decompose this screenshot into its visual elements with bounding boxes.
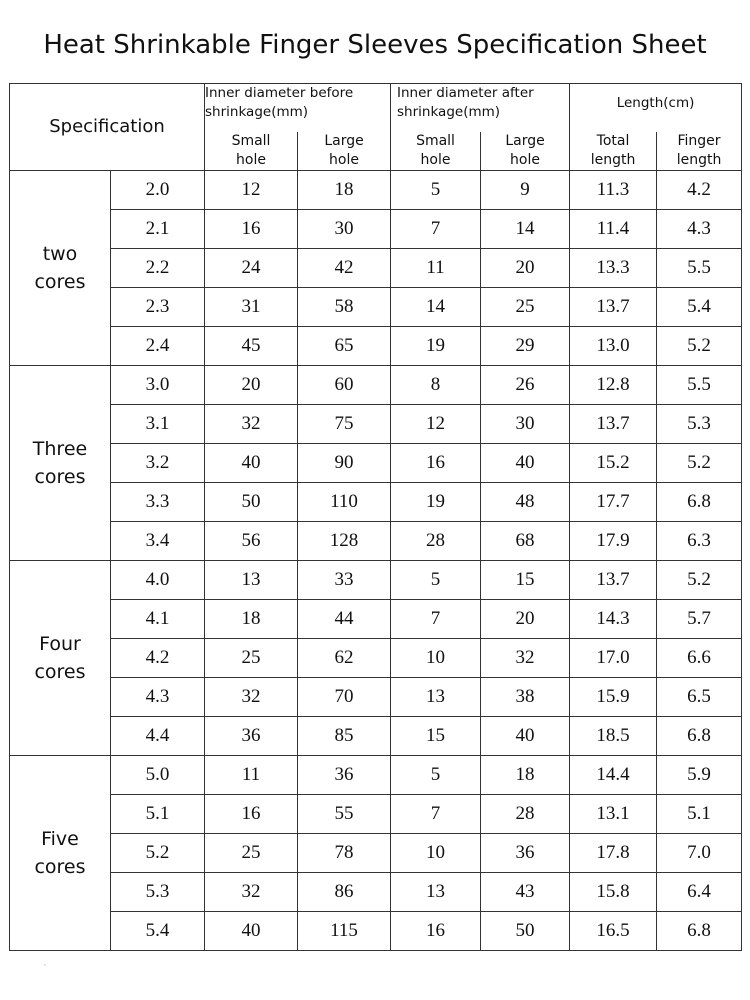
cell-total-length: 13.7 (570, 560, 657, 599)
header-finger-length (657, 132, 742, 171)
cell-before-small-hole: 16 (205, 209, 298, 248)
cell-finger-length: 5.7 (657, 599, 742, 638)
cell-after-small-hole: 16 (391, 443, 481, 482)
table-row (10, 755, 742, 794)
core-group-label-line2: cores (34, 855, 86, 878)
cell-after-large-hole: 9 (481, 170, 570, 209)
table-row (10, 599, 742, 638)
cell-after-large-hole: 40 (481, 443, 570, 482)
cell-before-small-hole: 18 (205, 599, 298, 638)
cell-after-small-hole: 14 (391, 287, 481, 326)
cell-after-large-hole: 25 (481, 287, 570, 326)
cell-after-large-hole: 14 (481, 209, 570, 248)
cell-before-large-hole: 75 (298, 404, 391, 443)
cell-before-large-hole: 42 (298, 248, 391, 287)
header-finger-line1: Finger (677, 132, 721, 149)
cell-after-large-hole: 68 (481, 521, 570, 560)
header-small-hole-before (205, 132, 298, 171)
cell-before-small-hole: 50 (205, 482, 298, 521)
cell-after-small-hole: 19 (391, 482, 481, 521)
cell-before-large-hole: 65 (298, 326, 391, 365)
table-row (10, 638, 742, 677)
cell-finger-length: 5.1 (657, 794, 742, 833)
cell-before-small-hole: 40 (205, 443, 298, 482)
cell-before-large-hole: 18 (298, 170, 391, 209)
cell-after-small-hole: 7 (391, 209, 481, 248)
core-group-label (10, 365, 111, 560)
cell-after-small-hole: 11 (391, 248, 481, 287)
core-group-label-line2: cores (34, 660, 86, 683)
cell-total-length: 15.9 (570, 677, 657, 716)
header-large-line1: Large (324, 132, 364, 149)
cell-before-small-hole: 24 (205, 248, 298, 287)
cell-spec-value: 2.0 (111, 170, 205, 209)
cell-after-large-hole: 20 (481, 599, 570, 638)
cell-after-large-hole: 48 (481, 482, 570, 521)
header-large-line1: Large (505, 132, 545, 149)
cell-total-length: 13.3 (570, 248, 657, 287)
cell-before-large-hole: 115 (298, 911, 391, 950)
cell-before-large-hole: 110 (298, 482, 391, 521)
cell-total-length: 15.2 (570, 443, 657, 482)
cell-before-small-hole: 40 (205, 911, 298, 950)
cell-after-small-hole: 5 (391, 170, 481, 209)
core-group-label-line1: Five (41, 827, 79, 850)
specification-table (9, 83, 742, 951)
cell-before-small-hole: 20 (205, 365, 298, 404)
cell-before-small-hole: 45 (205, 326, 298, 365)
cell-before-large-hole: 58 (298, 287, 391, 326)
cell-finger-length: 5.3 (657, 404, 742, 443)
core-group-label-line2: cores (34, 465, 86, 488)
cell-before-large-hole: 44 (298, 599, 391, 638)
core-group-label (10, 560, 111, 755)
table-body (10, 170, 742, 950)
cell-before-small-hole: 56 (205, 521, 298, 560)
table-row (10, 365, 742, 404)
page-title: Heat Shrinkable Finger Sleeves Specification Sheet (43, 30, 707, 60)
cell-before-small-hole: 16 (205, 794, 298, 833)
cell-total-length: 14.4 (570, 755, 657, 794)
cell-spec-value: 3.3 (111, 482, 205, 521)
table-row (10, 287, 742, 326)
header-small-line2: hole (420, 151, 451, 168)
cell-finger-length: 5.2 (657, 443, 742, 482)
core-group-label-line1: two (42, 242, 78, 265)
cell-finger-length: 5.5 (657, 248, 742, 287)
cell-before-small-hole: 32 (205, 677, 298, 716)
header-before-line2: shrinkage(mm) (205, 104, 309, 120)
cell-total-length: 11.3 (570, 170, 657, 209)
table-row (10, 716, 742, 755)
cell-after-large-hole: 36 (481, 833, 570, 872)
header-before-line1: Inner diameter before (205, 85, 354, 101)
table-row (10, 404, 742, 443)
cell-after-large-hole: 26 (481, 365, 570, 404)
cell-before-large-hole: 55 (298, 794, 391, 833)
cell-total-length: 15.8 (570, 872, 657, 911)
cell-after-large-hole: 18 (481, 755, 570, 794)
core-group-label-line2: cores (34, 270, 86, 293)
cell-finger-length: 6.3 (657, 521, 742, 560)
cell-spec-value: 2.4 (111, 326, 205, 365)
cell-after-small-hole: 5 (391, 560, 481, 599)
header-large-hole-after (481, 132, 570, 171)
cell-before-small-hole: 12 (205, 170, 298, 209)
cell-finger-length: 6.5 (657, 677, 742, 716)
cell-spec-value: 3.2 (111, 443, 205, 482)
cell-after-small-hole: 15 (391, 716, 481, 755)
cell-spec-value: 4.2 (111, 638, 205, 677)
cell-finger-length: 5.4 (657, 287, 742, 326)
table-row (10, 209, 742, 248)
cell-after-small-hole: 13 (391, 677, 481, 716)
cell-before-large-hole: 86 (298, 872, 391, 911)
cell-spec-value: 2.1 (111, 209, 205, 248)
cell-total-length: 18.5 (570, 716, 657, 755)
table-row (10, 560, 742, 599)
cell-finger-length: 6.4 (657, 872, 742, 911)
cell-finger-length: 5.9 (657, 755, 742, 794)
core-group-label-line1: Four (39, 632, 81, 655)
cell-after-small-hole: 7 (391, 794, 481, 833)
cell-after-large-hole: 28 (481, 794, 570, 833)
cell-total-length: 17.8 (570, 833, 657, 872)
cell-after-small-hole: 16 (391, 911, 481, 950)
table-row (10, 872, 742, 911)
cell-after-small-hole: 7 (391, 599, 481, 638)
cell-finger-length: 7.0 (657, 833, 742, 872)
table-row (10, 170, 742, 209)
table-row (10, 521, 742, 560)
cell-finger-length: 6.8 (657, 716, 742, 755)
table-row (10, 794, 742, 833)
cell-total-length: 13.0 (570, 326, 657, 365)
header-before-shrinkage (205, 84, 391, 132)
cell-before-small-hole: 11 (205, 755, 298, 794)
cell-after-large-hole: 32 (481, 638, 570, 677)
header-total-line1: Total (596, 132, 630, 149)
cell-total-length: 13.7 (570, 404, 657, 443)
cell-after-small-hole: 28 (391, 521, 481, 560)
cell-spec-value: 4.4 (111, 716, 205, 755)
cell-before-large-hole: 36 (298, 755, 391, 794)
cell-total-length: 14.3 (570, 599, 657, 638)
cell-spec-value: 5.3 (111, 872, 205, 911)
header-large-hole-before (298, 132, 391, 171)
cell-spec-value: 5.2 (111, 833, 205, 872)
header-length: Length(cm) (570, 84, 742, 132)
core-group-label-line1: Three (32, 437, 88, 460)
header-after-line2: shrinkage(mm) (397, 104, 501, 120)
header-specification: Specification (10, 84, 205, 171)
header-after-line1: Inner diameter after (397, 85, 534, 101)
cell-finger-length: 6.8 (657, 482, 742, 521)
table-row (10, 911, 742, 950)
cell-before-small-hole: 31 (205, 287, 298, 326)
cell-after-small-hole: 5 (391, 755, 481, 794)
cell-before-small-hole: 25 (205, 638, 298, 677)
cell-finger-length: 5.2 (657, 326, 742, 365)
cell-before-large-hole: 30 (298, 209, 391, 248)
header-large-line2: hole (510, 151, 540, 168)
table-row (10, 248, 742, 287)
cell-before-large-hole: 62 (298, 638, 391, 677)
decorative-dot (44, 964, 46, 966)
cell-after-large-hole: 29 (481, 326, 570, 365)
header-small-line2: hole (236, 151, 266, 168)
cell-before-small-hole: 32 (205, 872, 298, 911)
cell-spec-value: 2.2 (111, 248, 205, 287)
cell-spec-value: 4.0 (111, 560, 205, 599)
cell-total-length: 17.9 (570, 521, 657, 560)
cell-after-large-hole: 20 (481, 248, 570, 287)
header-small-line1: Small (416, 132, 455, 149)
header-total-line2: length (590, 151, 636, 168)
cell-before-large-hole: 85 (298, 716, 391, 755)
cell-before-large-hole: 78 (298, 833, 391, 872)
cell-after-large-hole: 40 (481, 716, 570, 755)
cell-before-small-hole: 32 (205, 404, 298, 443)
cell-after-large-hole: 30 (481, 404, 570, 443)
cell-finger-length: 4.2 (657, 170, 742, 209)
cell-after-large-hole: 43 (481, 872, 570, 911)
cell-spec-value: 3.1 (111, 404, 205, 443)
cell-total-length: 13.1 (570, 794, 657, 833)
table-row (10, 326, 742, 365)
table-row (10, 833, 742, 872)
core-group-label (10, 170, 111, 365)
cell-before-small-hole: 13 (205, 560, 298, 599)
header-finger-line2: length (676, 151, 722, 168)
cell-after-small-hole: 8 (391, 365, 481, 404)
cell-finger-length: 4.3 (657, 209, 742, 248)
cell-total-length: 11.4 (570, 209, 657, 248)
cell-total-length: 13.7 (570, 287, 657, 326)
header-after-shrinkage (391, 84, 570, 132)
core-group-label (10, 755, 111, 950)
cell-before-large-hole: 33 (298, 560, 391, 599)
header-small-line1: Small (231, 132, 271, 149)
cell-after-large-hole: 15 (481, 560, 570, 599)
cell-after-small-hole: 10 (391, 638, 481, 677)
cell-total-length: 17.0 (570, 638, 657, 677)
cell-spec-value: 3.0 (111, 365, 205, 404)
cell-after-large-hole: 38 (481, 677, 570, 716)
cell-total-length: 16.5 (570, 911, 657, 950)
cell-before-large-hole: 60 (298, 365, 391, 404)
cell-finger-length: 6.8 (657, 911, 742, 950)
cell-after-small-hole: 13 (391, 872, 481, 911)
cell-finger-length: 5.2 (657, 560, 742, 599)
cell-before-large-hole: 90 (298, 443, 391, 482)
cell-finger-length: 6.6 (657, 638, 742, 677)
cell-after-small-hole: 10 (391, 833, 481, 872)
cell-after-small-hole: 12 (391, 404, 481, 443)
cell-total-length: 17.7 (570, 482, 657, 521)
table-row (10, 482, 742, 521)
table-row (10, 677, 742, 716)
header-large-line2: hole (329, 151, 359, 168)
cell-before-large-hole: 70 (298, 677, 391, 716)
cell-after-large-hole: 50 (481, 911, 570, 950)
cell-total-length: 12.8 (570, 365, 657, 404)
cell-spec-value: 2.3 (111, 287, 205, 326)
cell-spec-value: 4.3 (111, 677, 205, 716)
cell-finger-length: 5.5 (657, 365, 742, 404)
cell-before-small-hole: 25 (205, 833, 298, 872)
cell-spec-value: 5.4 (111, 911, 205, 950)
cell-before-small-hole: 36 (205, 716, 298, 755)
cell-spec-value: 5.1 (111, 794, 205, 833)
cell-after-small-hole: 19 (391, 326, 481, 365)
header-total-length (570, 132, 657, 171)
cell-before-large-hole: 128 (298, 521, 391, 560)
table-row (10, 443, 742, 482)
cell-spec-value: 5.0 (111, 755, 205, 794)
header-small-hole-after (391, 132, 481, 171)
cell-spec-value: 4.1 (111, 599, 205, 638)
cell-spec-value: 3.4 (111, 521, 205, 560)
